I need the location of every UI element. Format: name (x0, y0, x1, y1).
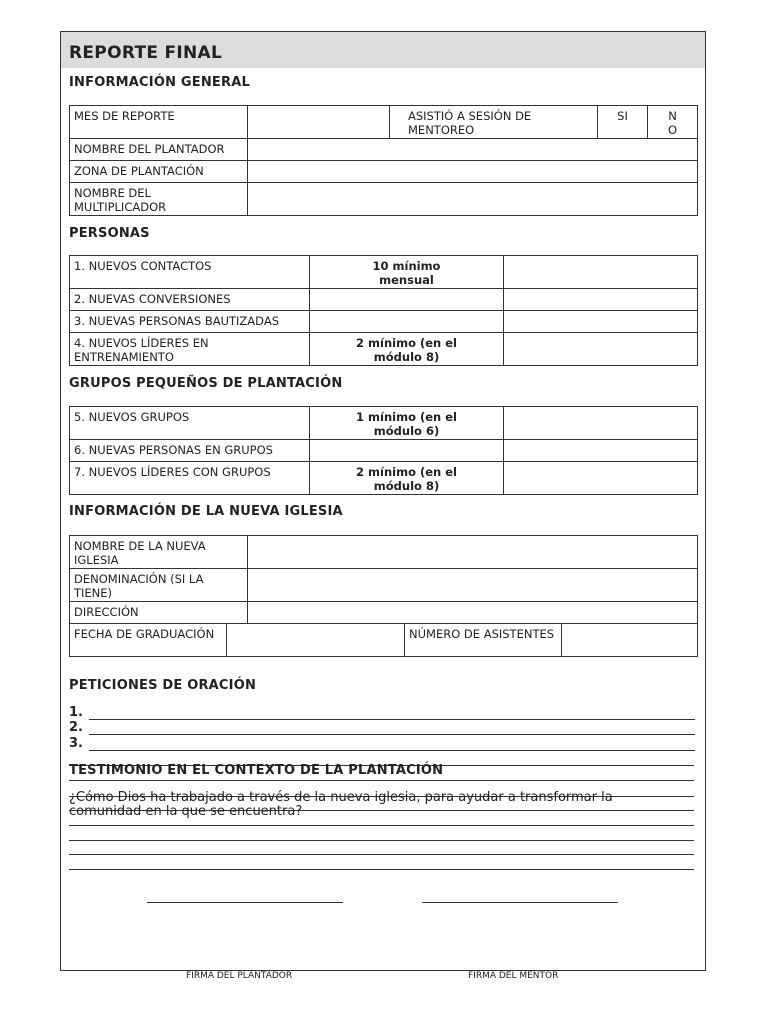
table-row-label: 1. NUEVOS CONTACTOS (70, 256, 310, 289)
si-checkbox[interactable]: SI (598, 106, 648, 139)
direccion-label: DIRECCIÓN (70, 602, 248, 624)
goal-cell (310, 289, 504, 311)
table-row-label: 3. NUEVAS PERSONAS BAUTIZADAS (70, 311, 310, 333)
testimony-line[interactable] (69, 825, 694, 826)
table-row-label: 6. NUEVAS PERSONAS EN GRUPOS (70, 440, 310, 462)
testimony-line[interactable] (69, 854, 694, 855)
value-field[interactable] (504, 440, 698, 462)
asistentes-field[interactable] (562, 624, 698, 657)
goal-cell: 1 mínimo (en el módulo 6) (310, 407, 504, 440)
value-field[interactable] (504, 256, 698, 289)
asistentes-label: NÚMERO DE ASISTENTES (405, 624, 562, 657)
prayer-number: 3. (69, 736, 83, 751)
value-field[interactable] (504, 333, 698, 366)
firma-mentor-line[interactable] (422, 902, 618, 903)
goal-cell (310, 440, 504, 462)
goal-cell (310, 311, 504, 333)
nombre-iglesia-label: NOMBRE DE LA NUEVA IGLESIA (70, 536, 248, 569)
multiplicador-field[interactable] (248, 183, 698, 216)
prayer-line (89, 734, 695, 735)
mes-reporte-label: MES DE REPORTE (70, 106, 248, 139)
asistio-label: ASISTIÓ A SESIÓN DE MENTOREO (390, 106, 598, 139)
table-row-label: 4. NUEVOS LÍDERES EN ENTRENAMIENTO (70, 333, 310, 366)
nombre-iglesia-field[interactable] (248, 536, 698, 569)
prayer-line (89, 719, 695, 720)
mes-reporte-field[interactable] (248, 106, 390, 139)
prayer-number: 1. (69, 705, 83, 720)
prayer-number: 2. (69, 720, 83, 735)
table-row-label: 5. NUEVOS GRUPOS (70, 407, 310, 440)
firma-mentor-label: FIRMA DEL MENTOR (468, 971, 559, 981)
table-row-label: 7. NUEVOS LÍDERES CON GRUPOS (70, 462, 310, 495)
prayer-item[interactable] (69, 721, 695, 735)
nombre-plantador-field[interactable] (248, 139, 698, 161)
testimonio-heading: TESTIMONIO EN EL CONTEXTO DE LA PLANTACIÓN (69, 763, 444, 778)
nombre-plantador-label: NOMBRE DEL PLANTADOR (70, 139, 248, 161)
multiplicador-label: NOMBRE DEL MULTIPLICADOR (70, 183, 248, 216)
testimonio-question: ¿Cómo Dios ha trabajado a través de la nueva iglesia, para ayudar a transformar la comunidad en la que se encuentra? (69, 790, 613, 819)
oracion-heading: PETICIONES DE ORACIÓN (69, 678, 257, 693)
general-table (69, 105, 698, 216)
testimony-line[interactable] (69, 869, 694, 870)
table-row-label: 2. NUEVAS CONVERSIONES (70, 289, 310, 311)
grupos-table (69, 406, 698, 495)
prayer-line (89, 750, 695, 751)
general-heading: INFORMACIÓN GENERAL (69, 75, 250, 90)
testimony-line[interactable] (69, 780, 694, 781)
personas-table (69, 255, 698, 366)
goal-cell: 2 mínimo (en el módulo 8) (310, 333, 504, 366)
testimony-line[interactable] (69, 840, 694, 841)
iglesia-table (69, 535, 698, 657)
goal-cell: 2 mínimo (en el módulo 8) (310, 462, 504, 495)
iglesia-heading: INFORMACIÓN DE LA NUEVA IGLESIA (69, 504, 343, 519)
denominacion-field[interactable] (248, 569, 698, 602)
value-field[interactable] (504, 311, 698, 333)
personas-heading: PERSONAS (69, 226, 150, 241)
denominacion-label: DENOMINACIÓN (SI LA TIENE) (70, 569, 248, 602)
prayer-item[interactable] (69, 737, 695, 751)
no-checkbox[interactable]: N O (648, 106, 698, 139)
firma-plantador-line[interactable] (147, 902, 343, 903)
fecha-graduacion-field[interactable] (227, 624, 405, 657)
grupos-heading: GRUPOS PEQUEÑOS DE PLANTACIÓN (69, 376, 343, 391)
value-field[interactable] (504, 407, 698, 440)
zona-label: ZONA DE PLANTACIÓN (70, 161, 248, 183)
zona-field[interactable] (248, 161, 698, 183)
direccion-field[interactable] (248, 602, 698, 624)
fecha-graduacion-label: FECHA DE GRADUACIÓN (70, 624, 227, 657)
value-field[interactable] (504, 462, 698, 495)
goal-cell: 10 mínimo mensual (310, 256, 504, 289)
value-field[interactable] (504, 289, 698, 311)
firma-plantador-label: FIRMA DEL PLANTADOR (186, 971, 293, 981)
page-title: REPORTE FINAL (69, 43, 223, 63)
prayer-item[interactable] (69, 706, 695, 720)
